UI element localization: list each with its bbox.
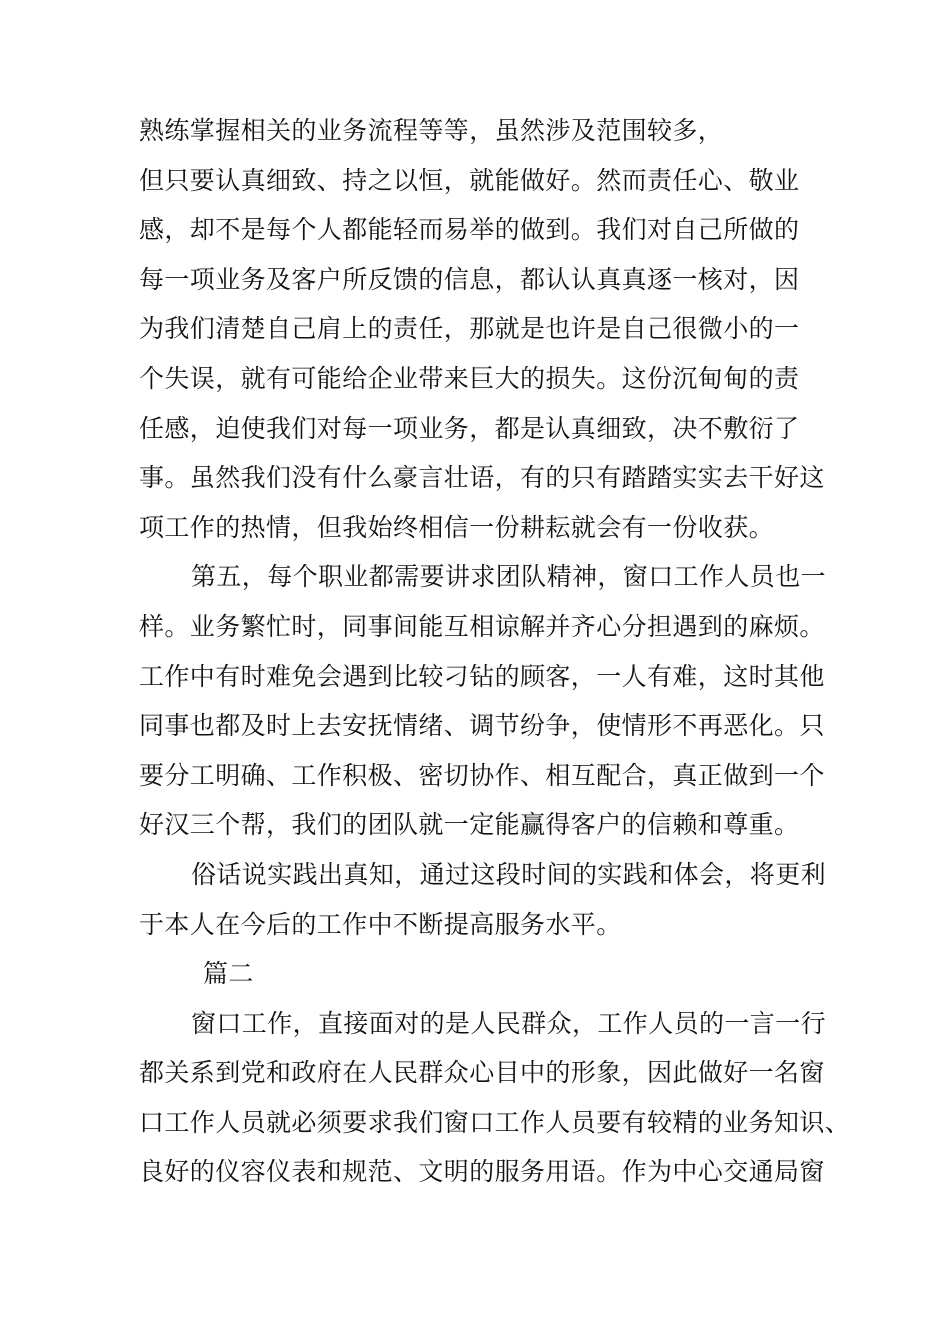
text-line: 项工作的热情，但我始终相信一份耕耘就会有一份收获。	[139, 512, 775, 542]
text-line: 事。虽然我们没有什么豪言壮语，有的只有踏踏实实去干好这	[139, 463, 825, 493]
text-line: 熟练掌握相关的业务流程等等，虽然涉及范围较多，	[139, 116, 724, 145]
text-line: 俗话说实践出真知，通过这段时间的实践和体会，将更利	[191, 859, 827, 889]
text-line: 口工作人员就必须要求我们窗口工作人员要有较精的业务知识、	[139, 1107, 851, 1137]
text-line: 感，却不是每个人都能轻而易举的做到。我们对自己所做的	[139, 215, 800, 245]
text-line: 良好的仪容仪表和规范、文明的服务用语。作为中心交通局窗	[139, 1157, 825, 1187]
text-line: 任感，迫使我们对每一项业务，都是认真细致，决不敷衍了	[139, 413, 800, 443]
text-line: 为我们清楚自己肩上的责任，那就是也许是自己很微小的一	[139, 314, 800, 344]
text-line: 同事也都及时上去安抚情绪、调节纷争，使情形不再恶化。只	[139, 711, 825, 741]
text-line: 样。业务繁忙时，同事间能互相谅解并齐心分担遇到的麻烦。	[139, 611, 825, 641]
text-line: 每一项业务及客户所反馈的信息，都认认真真逐一核对，因	[139, 264, 800, 294]
text-line: 工作中有时难免会遇到比较刁钻的顾客，一人有难，这时其他	[139, 661, 825, 691]
text-line: 要分工明确、工作积极、密切协作、相互配合，真正做到一个	[139, 760, 825, 790]
text-line: 第五，每个职业都需要讲求团队精神，窗口工作人员也一	[191, 562, 827, 592]
text-line: 好汉三个帮，我们的团队就一定能赢得客户的信赖和尊重。	[139, 810, 800, 840]
text-line: 但只要认真细致、持之以恒，就能做好。然而责任心、敬业	[139, 165, 800, 195]
text-line: 于本人在今后的工作中不断提高服务水平。	[139, 909, 622, 939]
section-heading: 篇二	[203, 959, 254, 989]
text-line: 个失误，就有可能给企业带来巨大的损失。这份沉甸甸的责	[139, 363, 800, 393]
text-line: 都关系到党和政府在人民群众心目中的形象，因此做好一名窗	[139, 1058, 825, 1088]
text-line: 窗口工作，直接面对的是人民群众，工作人员的一言一行	[191, 1008, 827, 1038]
body-text	[139, 106, 859, 1197]
